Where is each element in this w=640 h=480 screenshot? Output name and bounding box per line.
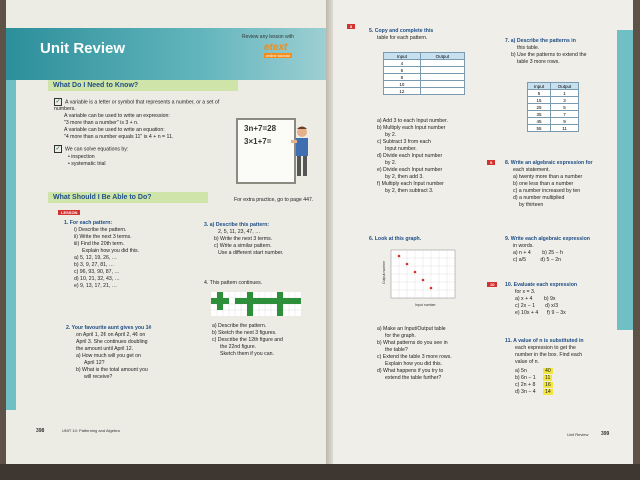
etext-hint: Review any lesson with	[242, 34, 294, 40]
answer-box: 11	[545, 375, 551, 381]
question-2: 2. Your favourite aunt gives you 1¢ on April 1, 2¢ on April 2, 4¢ on April 3. She continues doubling the amount until April 12. a) How much will you get on April 12? b) What is the total amount you will receive?	[66, 325, 152, 380]
question-9: 9. Write each algebraic expression in words. a) n + 4 b) 25 − h c) a/5 d) 5 − 2n	[505, 236, 590, 263]
question-4-title: 4. This pattern continues.	[204, 280, 263, 286]
lesson-badge: 10	[487, 282, 497, 287]
question-1: 1. For each pattern: i) Describe the pattern. ii) Write the next 3 terms. iii) Find the 20th term. Explain how you did this. a) 5, 12, 19, 26, … b) 3, 9, 27, 81, … c) 96, 93, 90, 87, … d) 10, 21, 32, 43, … e) 9, 13, 17, 21, …	[64, 220, 140, 289]
desk-shadow	[0, 464, 640, 480]
right-page	[333, 0, 633, 464]
question-7: 7. a) Describe the patterns in this table. b) Use the patterns to extend the table 3 more rows.	[505, 38, 587, 65]
question-10: 10. Evaluate each expression for x = 3. a) x + 4 b) 9x c) 2x − 1 d) x/3 e) 10x + 4 f) 9 − 3x	[505, 282, 578, 316]
section-able-heading: What Should I Be Able to Do?	[48, 192, 208, 203]
question-6: a) Make an Input/Output table for the graph. b) What patterns do you see in the table? c) Extend the table 3 more rows. Explain how you did this. d) What happens if you try to extend the table further?	[377, 326, 452, 381]
answer-box: 40	[545, 368, 551, 374]
lesson-badge: 8	[347, 24, 355, 29]
lesson-badge: LESSON	[58, 210, 80, 215]
footer-unit-review: Unit Review	[567, 432, 589, 437]
page-number-left: 398	[36, 428, 45, 434]
section-know-heading: What Do I Need to Know?	[48, 80, 238, 91]
footer-unit-text: UNIT 10: Patterning and Algebra	[62, 428, 120, 433]
know-list: ✓ A variable is a letter or symbol that represents a number, or a set of numbers. A variable can be used to write an expression: "3 more than a number" is 3 + n. A variable can be used to write an equation: "4 more than a number equals 11" is 4 + n = 11. ✓ We can solve equations by: • inspection • systematic trial	[54, 99, 220, 167]
graph-xlabel: Input number	[415, 303, 436, 307]
question-5: 5. Copy and complete this table for each pattern.	[369, 28, 434, 41]
question-4: a) Describe the pattern. b) Sketch the next 3 figures. c) Describe the 12th figure and the 22nd figure. Sketch them if you can.	[212, 323, 283, 357]
page-title: Unit Review	[40, 40, 126, 57]
cross-pattern-figures	[211, 292, 301, 316]
left-margin-bar	[6, 80, 16, 410]
etext-logo: etext online tutorial	[264, 42, 290, 58]
answer-box: 16	[545, 382, 551, 388]
left-page	[6, 0, 332, 464]
question-5-parts: a) Add 3 to each Input number. b) Multiply each Input number by 2. c) Subtract 3 from each Input number. d) Divide each Input number by 2. e) Divide each Input number by 2, then add 3. f) Multiply each Input number by 2, then subtract 3.	[377, 118, 448, 194]
teacher-illustration	[291, 125, 313, 180]
q7-table: Input Output 5 1 15 3 25 5 35 7 45 9 55 11	[527, 82, 579, 132]
question-3: 3. a) Describe this pattern: 2, 5, 11, 23, 47, … b) Write the next 3 terms. c) Write a similar pattern. Use a different start number.	[204, 222, 284, 256]
whiteboard-illustration: 3n+7=28 3×1+7=	[236, 118, 296, 184]
page-number-right: 399	[601, 431, 610, 437]
question-8: 8. Write an algebraic expression for each statement. a) twenty more than a number b) one less than a number c) a number increased by ten d) a number multiplied by thirteen	[505, 160, 593, 208]
extra-practice-note: For extra practice, go to page 447.	[234, 197, 314, 203]
answer-box: 14	[545, 389, 551, 395]
q6-graph	[381, 248, 459, 308]
question-11: 11. A value of n is substituted in each expression to get the number in the box. Find each value of n. a) 5n 40 b) 6n − 1 11 c) 2n + 8 16 d) 3n − 4 14	[505, 338, 584, 395]
checkbox-icon: ✓	[55, 99, 61, 105]
question-6-title: 6. Look at this graph.	[369, 236, 422, 242]
lesson-badge: 9	[487, 160, 495, 165]
graph-ylabel: Output number	[382, 260, 386, 284]
checkbox-icon: ✓	[55, 146, 61, 153]
q5-table: Input Output 4 6 8 10 12	[383, 52, 465, 95]
